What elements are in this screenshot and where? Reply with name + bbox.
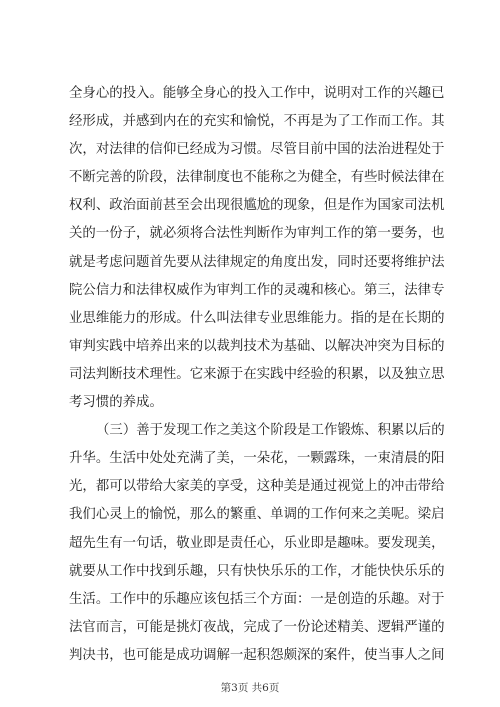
text-line: 全身心的投入。能够全身心的投入工作中，说明对工作的兴趣已 xyxy=(69,86,445,101)
body-text xyxy=(69,80,445,670)
text-line: 升华。生活中处处充满了美，一朵花，一颗露珠，一束清晨的阳 xyxy=(69,451,445,467)
text-line: 经形成，并感到内在的充实和愉悦，不再是为了工作而工作。其 xyxy=(69,114,445,130)
text-line: 就是考虑问题首先要从法律规定的角度出发，同时还要将维护法 xyxy=(69,254,445,270)
text-line: 判决书，也可能是成功调解一起积怨颇深的案件，使当事人之间 xyxy=(69,647,445,663)
text-line: 不断完善的阶段，法律制度也不能称之为健全，有些时候法律在 xyxy=(69,170,445,186)
page-footer xyxy=(0,680,500,695)
text-line: 超先生有一句话，敬业即是责任心，乐业即是趣味。要发现美， xyxy=(69,535,445,551)
text-line-paragraph-start: （三）善于发现工作之美这个阶段是工作锻炼、积累以后的 xyxy=(96,423,445,439)
text-line: 次，对法律的信仰已经成为习惯。尽管目前中国的法治进程处于 xyxy=(69,142,445,158)
text-line: 光，都可以带给大家美的享受，这种美是通过视觉上的冲击带给 xyxy=(69,479,445,495)
text-line: 院公信力和法律权威作为审判工作的灵魂和核心。第三，法律专 xyxy=(69,282,445,298)
text-line: 司法判断技术理性。它来源于在实践中经验的积累，以及独立思 xyxy=(69,366,445,382)
text-line: 业思维能力的形成。什么叫法律专业思维能力。指的是在长期的 xyxy=(69,310,445,326)
text-line: 生活。工作中的乐趣应该包括三个方面：一是创造的乐趣。对于 xyxy=(69,591,445,607)
text-line: 权利、政治面前甚至会出现很尴尬的现象，但是作为国家司法机 xyxy=(69,198,445,214)
text-line: 审判实践中培养出来的以裁判技术为基础、以解决冲突为目标的 xyxy=(69,338,445,354)
text-line: 法官而言，可能是挑灯夜战，完成了一份论述精美、逻辑严谨的 xyxy=(69,619,445,635)
text-line: 我们心灵上的愉悦，那么的繁重、单调的工作何来之美呢。梁启 xyxy=(69,507,445,523)
text-line: 关的一份子，就必须将合法性判断作为审判工作的第一要务，也 xyxy=(69,226,445,242)
page-number: 第3页 共6页 xyxy=(220,682,280,694)
text-line-paragraph-end: 考习惯的养成。 xyxy=(69,395,163,411)
text-line: 就要从工作中找到乐趣，只有快快乐乐的工作，才能快快乐乐的 xyxy=(69,563,445,579)
